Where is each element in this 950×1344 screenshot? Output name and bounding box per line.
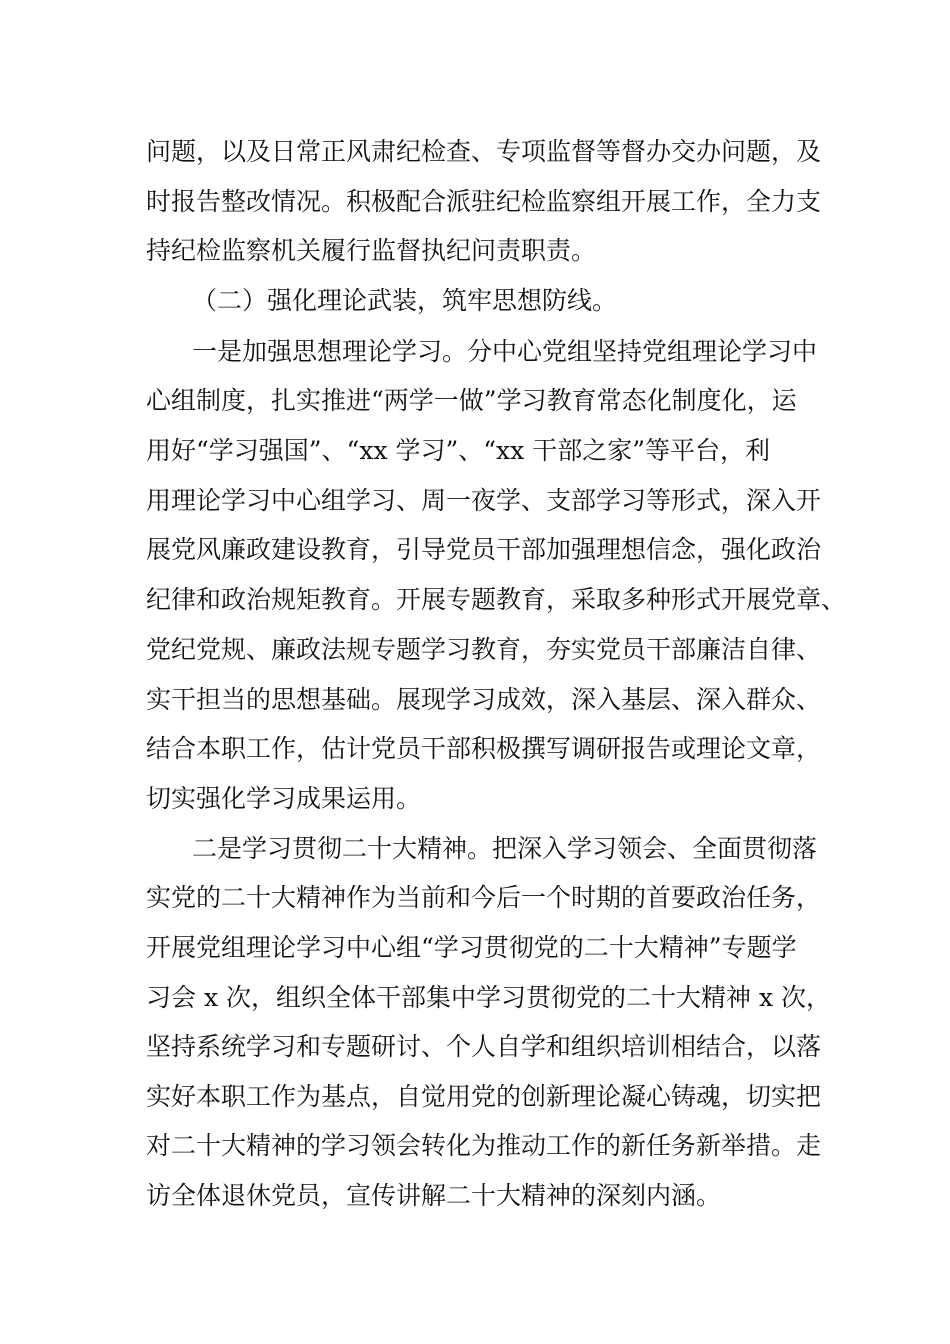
text-line: 切实强化学习成果运用。 [146,784,422,813]
text-line: 纪律和政治规矩教育。开展专题教育，采取多种形式开展党章、 [146,585,847,614]
text-line: 党纪党规、廉政法规专题学习教育，夯实党员干部廉洁自律、 [146,635,822,664]
text-line: 对二十大精神的学习领会转化为推动工作的新任务新举措。走 [146,1131,822,1160]
text-line: 开展党组理论学习中心组“学习贯彻党的二十大精神”专题学 [146,933,797,962]
text-line: 访全体退休党员，宣传讲解二十大精神的深刻内涵。 [146,1181,722,1210]
text-line: 实党的二十大精神作为当前和今后一个时期的首要政治任务， [146,883,822,912]
text-line: 习会 x 次，组织全体干部集中学习贯彻党的二十大精神 x 次， [146,983,831,1012]
text-line: 问题，以及日常正风肃纪检查、专项监督等督办交办问题，及 [146,137,822,166]
text-line: 心组制度，扎实推进“两学一做”学习教育常态化制度化，运 [146,386,797,415]
text-line: 时报告整改情况。积极配合派驻纪检监察组开展工作，全力支 [146,187,822,216]
text-line: 坚持系统学习和专题研讨、个人自学和组织培训相结合，以落 [146,1032,822,1061]
text-line: 用理论学习中心组学习、周一夜学、支部学习等形式，深入开 [146,486,822,515]
text-line: 实干担当的思想基础。展现学习成效，深入基层、深入群众、 [146,685,822,714]
text-line: 展党风廉政建设教育，引导党员干部加强理想信念，强化政治 [146,535,822,564]
text-line: 实好本职工作为基点，自觉用党的创新理论凝心铸魂，切实把 [146,1082,822,1111]
text-line: 二是学习贯彻二十大精神。把深入学习领会、全面贯彻落 [192,834,818,863]
text-line: 结合本职工作，估计党员干部积极撰写调研报告或理论文章， [146,734,822,763]
text-line: 持纪检监察机关履行监督执纪问责职责。 [146,236,597,265]
text-line: 一是加强思想理论学习。分中心党组坚持党组理论学习中 [192,337,818,366]
section-heading: （二）强化理论武装，筑牢思想防线。 [192,286,618,315]
text-line: 用好“学习强国”、“xx 学习”、“xx 干部之家”等平台，利 [146,436,770,465]
